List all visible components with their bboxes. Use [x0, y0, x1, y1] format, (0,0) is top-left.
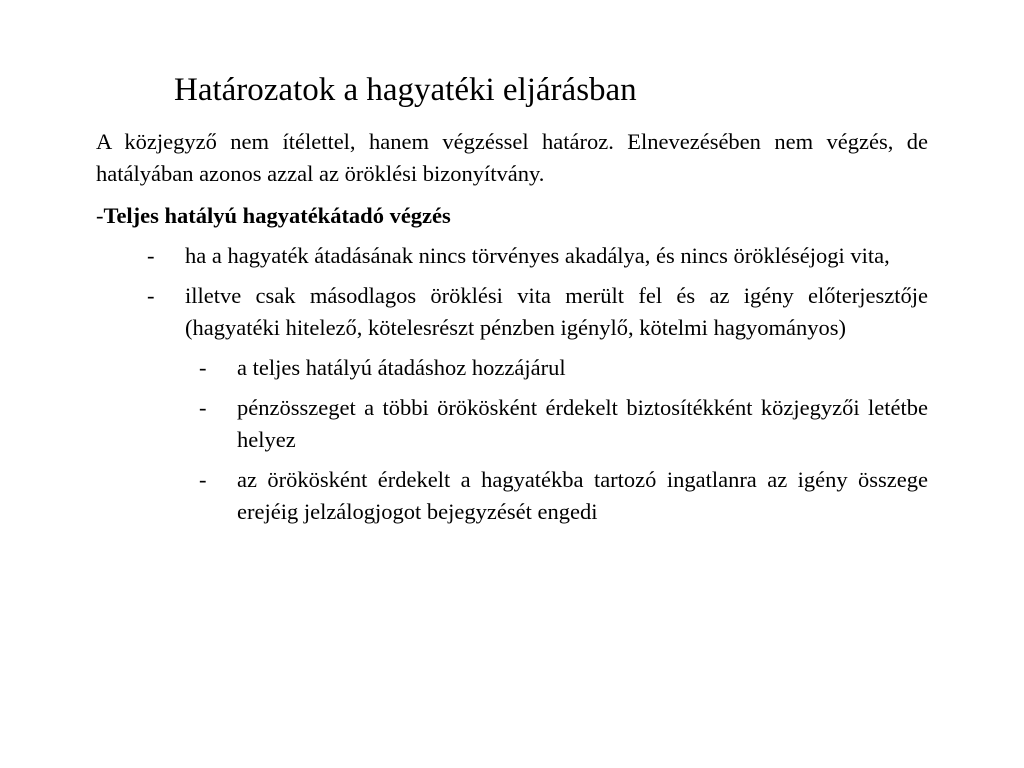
sub-list-item [96, 352, 928, 384]
sub-list-item-text: az örökösként érdekelt a hagyatékba tartozó ingatlanra az igény összege erejéig jelzálogjogot bejegyzését engedi [237, 467, 928, 524]
list-item-text: ha a hagyaték átadásának nincs törvényes akadálya, és nincs örökléséjogi vita, [185, 243, 890, 268]
bullet-dash: - [199, 467, 207, 492]
list-item [96, 280, 928, 344]
section-prefix: - [96, 203, 104, 228]
bullet-dash: - [199, 355, 207, 380]
intro-paragraph: A közjegyző nem ítélettel, hanem végzéssel határoz. Elnevezésében nem végzés, de hatályában azonos azzal az öröklési bizonyítvány. [96, 129, 928, 186]
slide-title: Határozatok a hagyatéki eljárásban [174, 72, 637, 108]
section-heading-line [96, 200, 928, 232]
bullet-dash: - [147, 243, 155, 268]
list-item [96, 240, 928, 272]
bullet-dash: - [199, 395, 207, 420]
sub-list-item [96, 464, 928, 528]
section-heading: Teljes hatályú hagyatékátadó végzés [103, 203, 451, 228]
slide-body [96, 126, 928, 536]
bullet-dash: - [147, 283, 155, 308]
sub-list-item-text: pénzösszeget a többi örökösként érdekelt biztosítékként közjegyzői letétbe helyez [237, 395, 928, 452]
sub-list-item-text: a teljes hatályú átadáshoz hozzájárul [237, 355, 566, 380]
sub-list-item [96, 392, 928, 456]
list-item-text: illetve csak másodlagos öröklési vita merült fel és az igény előterjesztője (hagyatéki hitelező, kötelesrészt pénzben igénylő, kötelmi hagyományos) [185, 283, 928, 340]
